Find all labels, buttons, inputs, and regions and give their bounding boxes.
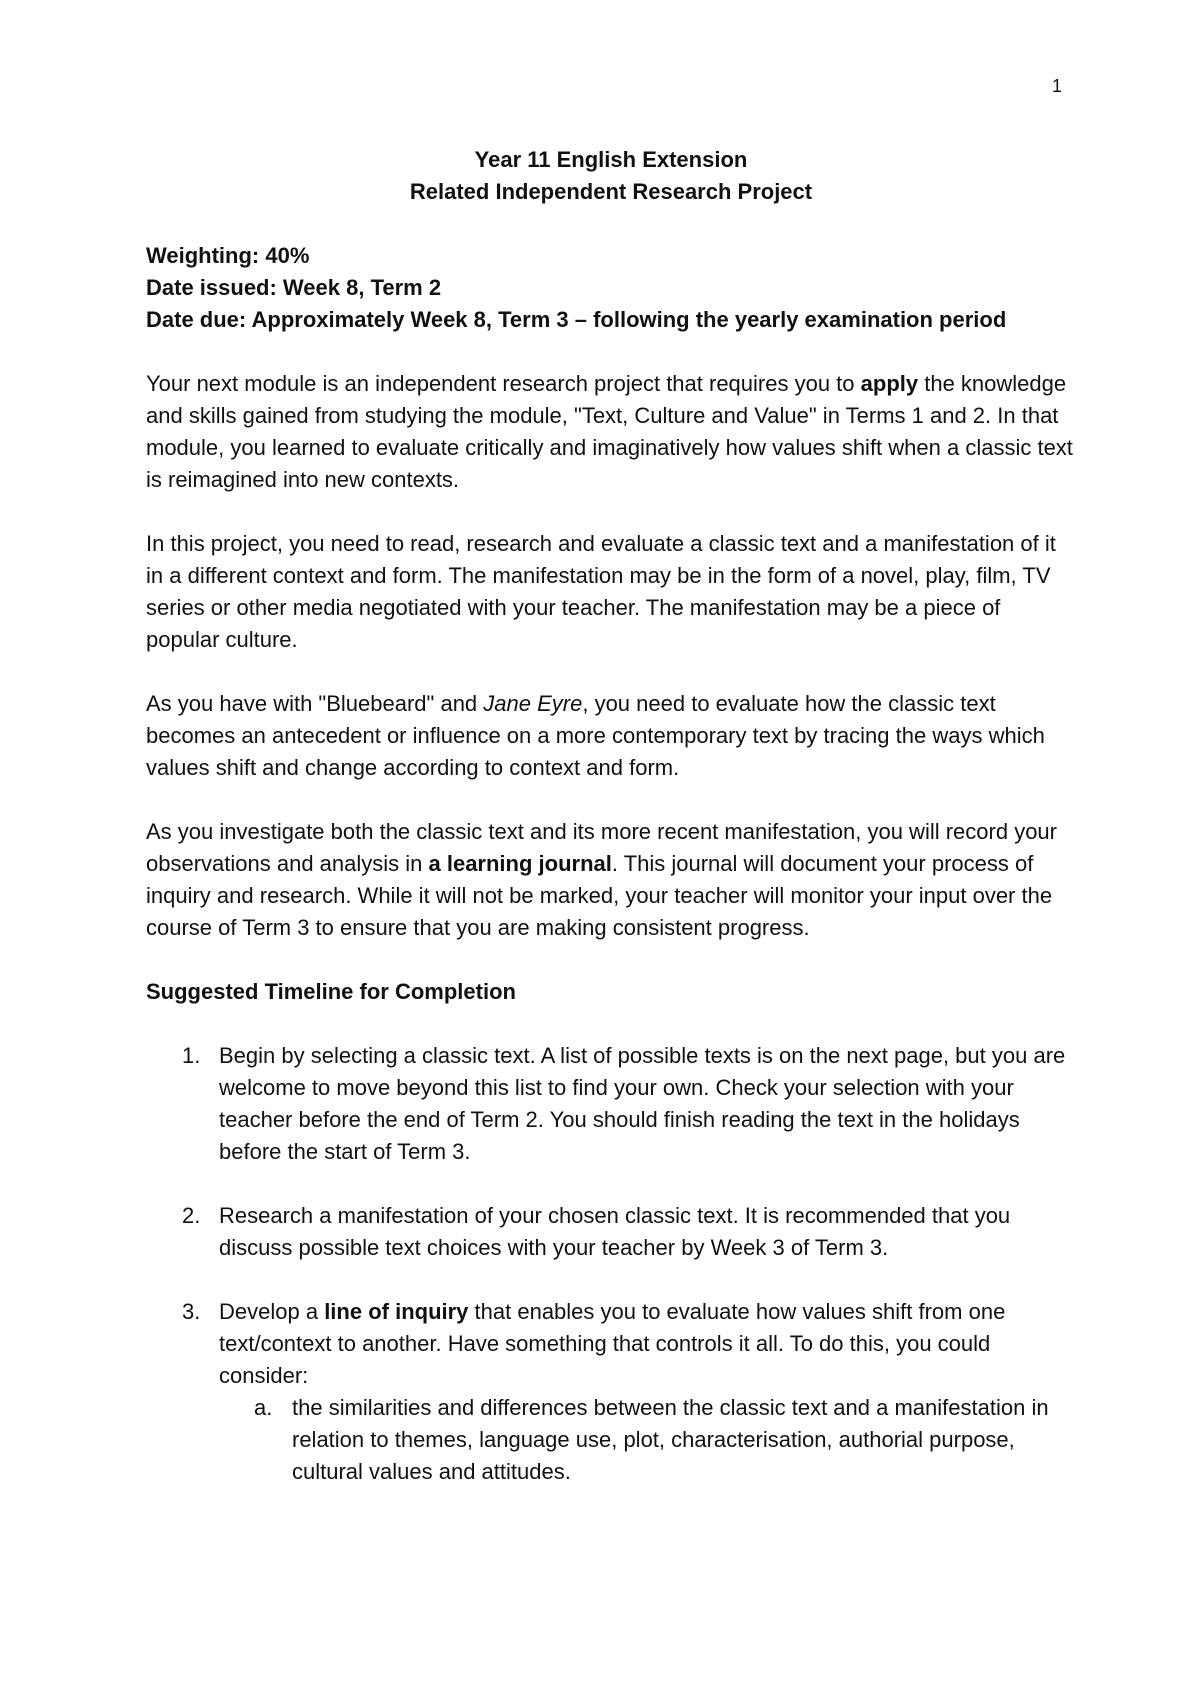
sub-item-letter: a. [254, 1395, 273, 1420]
title-line-2: Related Independent Research Project [409, 179, 813, 204]
paragraph-journal-text-2: . This journal will document your process of inquiry and research. While it will not be marked, your teacher will monitor your input over the course of Term 3 to ensure that you are making consistent progress. [146, 851, 1053, 940]
step-text-1: Develop a [219, 1299, 325, 1324]
weighting: Weighting: 40% [146, 243, 310, 268]
timeline-heading: Suggested Timeline for Completion [146, 979, 516, 1004]
timeline-step-1 [146, 1040, 1076, 1168]
sub-item-text: the similarities and differences between the classic text and a manifestation in relation to themes, language use, plot, characterisation, authorial purpose, cultural values and attitudes. [292, 1395, 1049, 1484]
step-text: Begin by selecting a classic text. A list of possible texts is on the next page, but you are welcome to move beyond this list to find your own. Check your selection with your teacher before the end of Term 2. You should finish reading the text in the holidays before the start of Term 3. [219, 1043, 1066, 1164]
paragraph-intro [146, 368, 1076, 496]
step-number: 1. [182, 1043, 201, 1068]
paragraph-intro-text-1: Your next module is an independent research project that requires you to [146, 371, 861, 396]
step-text-2: that enables you to evaluate how values shift from one text/context to another. Have something that controls it all. To do this, you could consider: [219, 1299, 1006, 1388]
timeline-list [146, 1040, 1076, 1488]
assessment-details [146, 240, 1076, 336]
paragraph-journal [146, 816, 1076, 944]
paragraph-journal-text-1: As you investigate both the classic text and its more recent manifestation, you will record your observations and analysis in [146, 819, 1057, 876]
paragraph-antecedent-text-2: , you need to evaluate how the classic text becomes an antecedent or influence on a more contemporary text by tracing the ways which values shift and change according to context and form. [146, 691, 1045, 780]
sub-list [219, 1392, 1076, 1488]
date-issued: Date issued: Week 8, Term 2 [146, 275, 442, 300]
paragraph-intro-text-2: the knowledge and skills gained from studying the module, "Text, Culture and Value" in Terms 1 and 2. In that module, you learned to evaluate critically and imaginatively how values shift when a classic text is reimagined into new contexts. [146, 371, 1073, 492]
paragraph-antecedent [146, 688, 1076, 784]
timeline-step-3 [146, 1296, 1076, 1488]
document-title [146, 144, 1076, 208]
sub-item-a [219, 1392, 1076, 1488]
paragraph-antecedent-italic: Jane Eyre [483, 691, 583, 716]
title-line-1: Year 11 English Extension [474, 147, 748, 172]
paragraph-journal-bold: a learning journal [428, 851, 612, 876]
step-number: 2. [182, 1203, 201, 1228]
step-number: 3. [182, 1299, 201, 1324]
paragraph-intro-bold: apply [860, 371, 919, 396]
timeline-step-2 [146, 1200, 1076, 1264]
page-number: 1 [1051, 76, 1062, 96]
paragraph-project: In this project, you need to read, research and evaluate a classic text and a manifestation of it in a different context and form. The manifestation may be in the form of a novel, play, film, TV series or other media negotiated with your teacher. The manifestation may be a piece of popular culture. [146, 531, 1056, 652]
step-text: Research a manifestation of your chosen classic text. It is recommended that you discuss possible text choices with your teacher by Week 3 of Term 3. [219, 1203, 1011, 1260]
document-body [146, 144, 1076, 1488]
date-due: Date due: Approximately Week 8, Term 3 – following the yearly examination period [146, 307, 1007, 332]
paragraph-antecedent-text-1: As you have with "Bluebeard" and [146, 691, 484, 716]
step-text-bold: line of inquiry [324, 1299, 469, 1324]
